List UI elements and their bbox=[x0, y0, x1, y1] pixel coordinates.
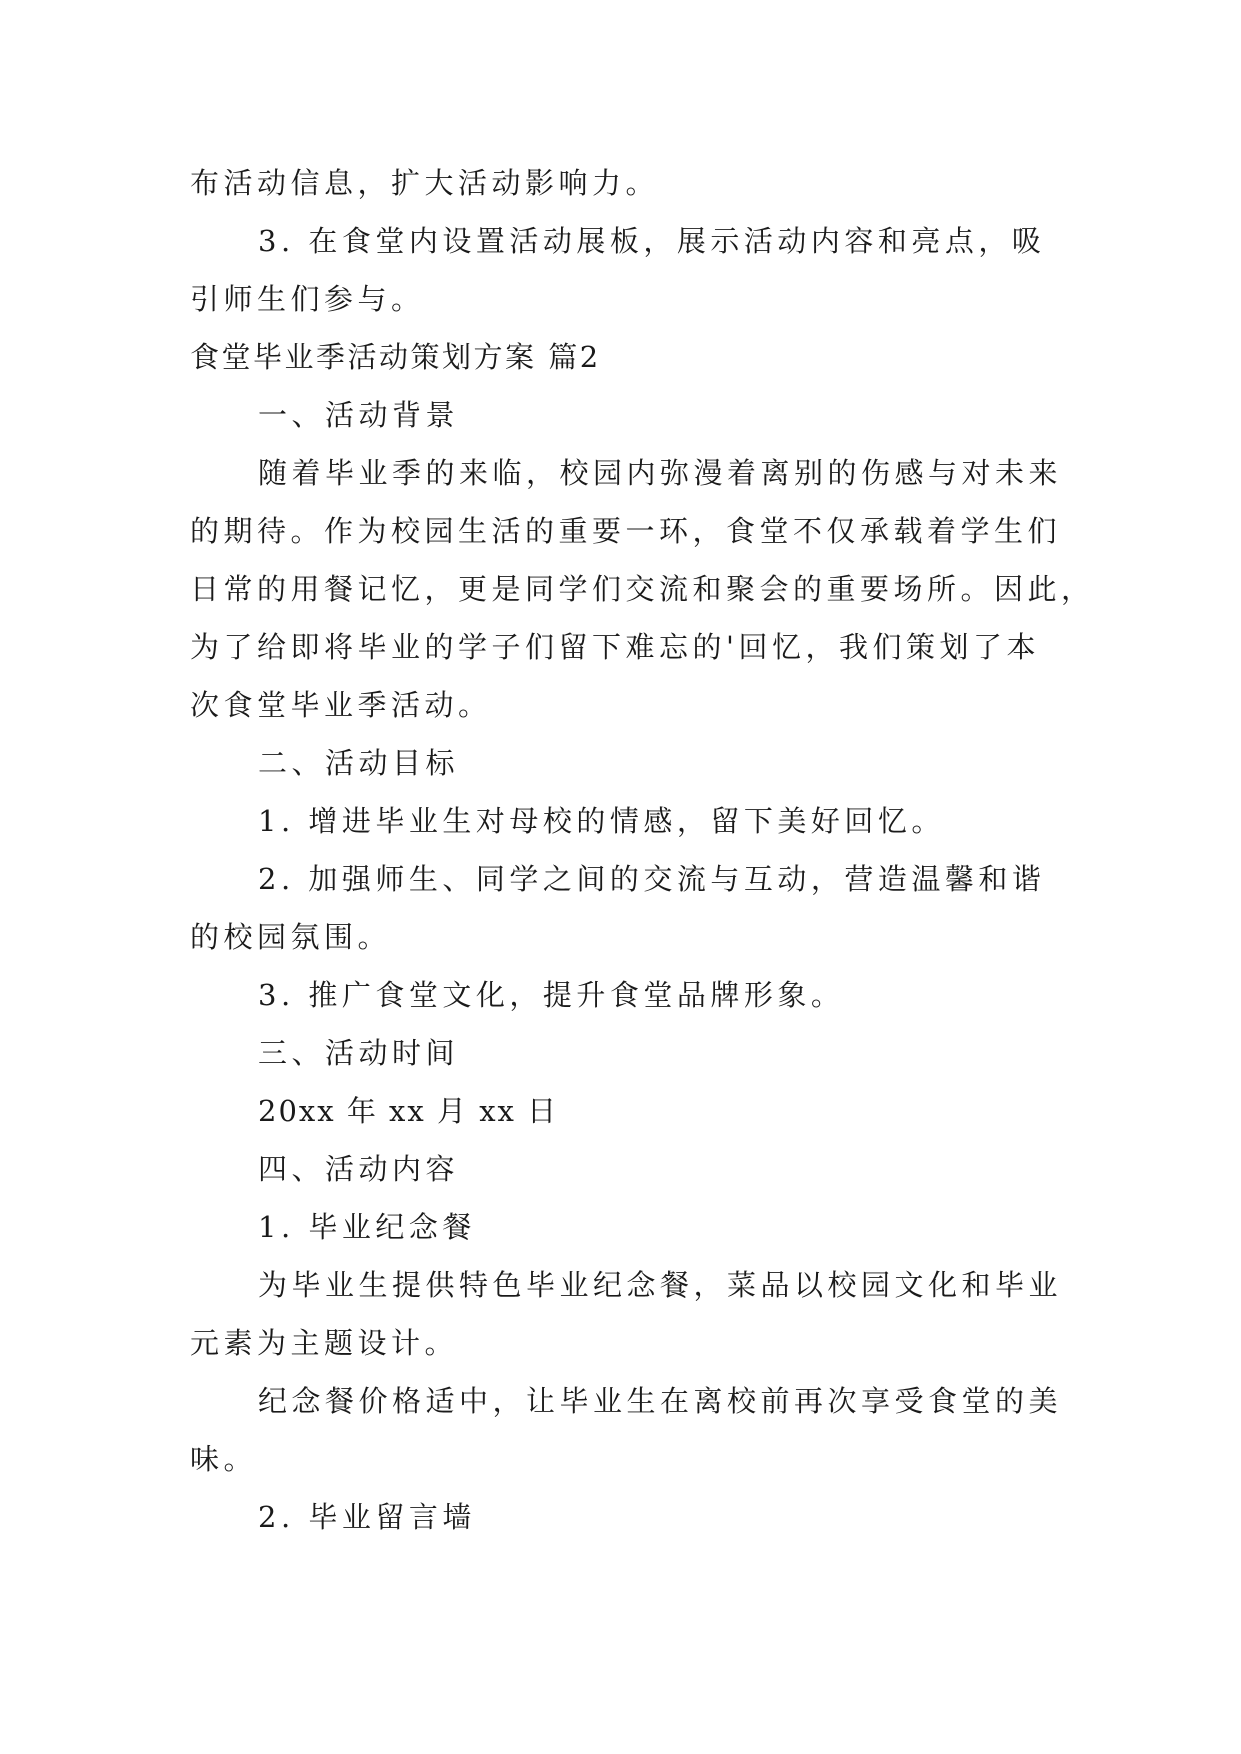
date-line: 20xx 年 xx 月 xx 日 bbox=[258, 1094, 559, 1128]
paragraph-continuation: 布活动信息，扩大活动影响力。 bbox=[190, 166, 660, 200]
list-item-continuation: 的校园氛围。 bbox=[190, 920, 392, 954]
paragraph-line: 味。 bbox=[190, 1442, 258, 1476]
section-title: 食堂毕业季活动策划方案 篇2 bbox=[190, 340, 601, 374]
paragraph-line: 日常的用餐记忆，更是同学们交流和聚会的重要场所。因此， bbox=[190, 572, 1095, 606]
list-item: 1. 增进毕业生对母校的情感，留下美好回忆。 bbox=[258, 804, 945, 838]
paragraph-line: 元素为主题设计。 bbox=[190, 1326, 459, 1360]
list-item: 2. 加强师生、同学之间的交流与互动，营造温馨和谐 bbox=[258, 862, 1046, 896]
paragraph-line: 的期待。作为校园生活的重要一环，食堂不仅承载着学生们 bbox=[190, 514, 1062, 548]
section-heading: 一、活动背景 bbox=[258, 398, 460, 432]
paragraph-line: 纪念餐价格适中，让毕业生在离校前再次享受食堂的美 bbox=[258, 1384, 1063, 1418]
paragraph-line: 为毕业生提供特色毕业纪念餐，菜品以校园文化和毕业 bbox=[258, 1268, 1063, 1302]
list-item: 3. 推广食堂文化，提升食堂品牌形象。 bbox=[258, 978, 845, 1012]
list-item: 3. 在食堂内设置活动展板，展示活动内容和亮点，吸 bbox=[258, 224, 1046, 258]
list-item-continuation: 引师生们参与。 bbox=[190, 282, 425, 316]
subsection-heading: 2. 毕业留言墙 bbox=[258, 1500, 476, 1534]
section-heading: 四、活动内容 bbox=[258, 1152, 460, 1186]
section-heading: 二、活动目标 bbox=[258, 746, 460, 780]
paragraph-line: 次食堂毕业季活动。 bbox=[190, 688, 492, 722]
section-heading: 三、活动时间 bbox=[258, 1036, 460, 1070]
paragraph-line: 为了给即将毕业的学子们留下难忘的'回忆，我们策划了本 bbox=[190, 630, 1040, 664]
paragraph-line: 随着毕业季的来临，校园内弥漫着离别的伤感与对未来 bbox=[258, 456, 1063, 490]
subsection-heading: 1. 毕业纪念餐 bbox=[258, 1210, 476, 1244]
